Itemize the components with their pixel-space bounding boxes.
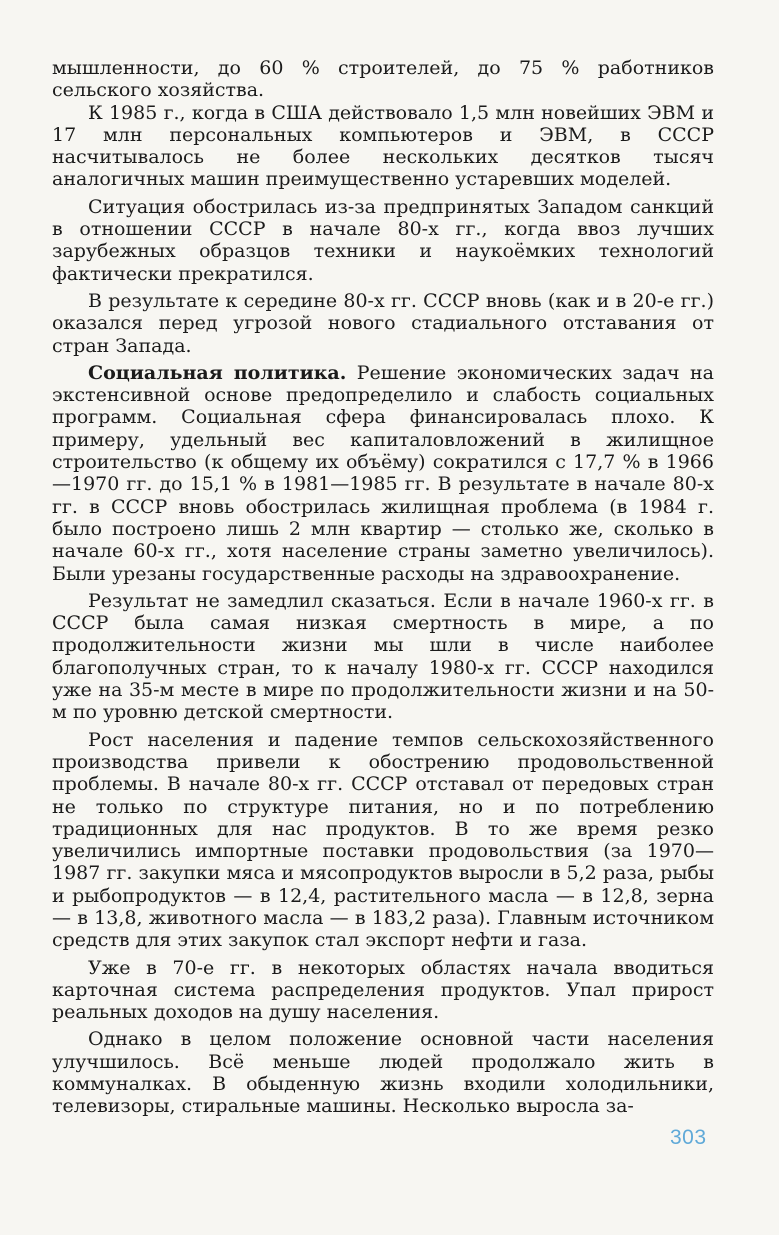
paragraph-social-policy-text: Решение экономических задач на экстенсивной основе предопределило и слабость социальных программ. Социальная сфера финансировалась плохо. К примеру, удельный вес капиталовложений в жилищное строительство (к общему их объёму) сократился с 17,7 % в 1966—1970 гг. до 15,1 % в 1981—1985 гг. В результате в начале 80-х гг. в СССР вновь обострилась жилищная проблема (в 1984 г. было построено лишь 2 млн квартир — столько же, сколько в начале 60-х гг., хотя население страны заметно увеличилось). Были урезаны государственные расходы на здравоохранение. <box>52 361 714 585</box>
paragraph-lag: В результате к середине 80-х гг. СССР вновь (как и в 20-е гг.) оказался перед угрозой нового стадиального отставания от стран Запада. <box>52 289 714 357</box>
page-number: 303 <box>670 1126 707 1149</box>
paragraph-mortality: Результат не замедлил сказаться. Если в начале 1960-х гг. в СССР была самая низкая смертность в мире, а по продолжительности жизни мы шли в числе наиболее благополучных стран, то к началу 1980-х гг. СССР находился уже на 35-м месте в мире по продолжительности жизни и на 50-м по уровню детской смертности. <box>52 589 714 724</box>
paragraph-sanctions: Ситуация обострилась из-за предпринятых Западом санкций в отношении СССР в начале 80-х гг., когда ввоз лучших зарубежных образцов техники и наукоёмких технологий фактически прекратился. <box>52 195 714 285</box>
paragraph-continuation: мышленности, до 60 % строителей, до 75 % работников сельского хозяйства. <box>52 57 714 102</box>
paragraph-food: Рост населения и падение темпов сельскохозяйственного производства привели к обострению продовольственной проблемы. В начале 80-х гг. СССР отставал от передовых стран не только по структуре питания, но и по потреблению традиционных для нас продуктов. В то же время резко увеличились импортные поставки продовольствия (за 1970—1987 гг. закупки мяса и мясопродуктов выросли в 5,2 раза, рыбы и рыбопродуктов — в 12,4, растительного масла — в 12,8, зерна — в 13,8, животного масла — в 183,2 раза). Главным источником средств для этих закупок стал экспорт нефти и газа. <box>52 728 714 952</box>
section-heading-social-policy: Социальная политика. <box>88 361 347 384</box>
paragraph-computers: К 1985 г., когда в США действовало 1,5 млн новейших ЭВМ и 17 млн персональных компьютеров и ЭВМ, в СССР насчитывалось не более нескольких десятков тысяч аналогичных машин преимущественно устаревших моделей. <box>52 101 714 191</box>
paragraph-living-standards: Однако в целом положение основной части населения улучшилось. Всё меньше людей продолжало жить в коммуналках. В обыденную жизнь входили холодильники, телевизоры, стиральные машины. Несколько выросла за- <box>52 1028 714 1118</box>
paragraph-social-policy <box>52 362 714 585</box>
paragraph-rationing: Уже в 70-е гг. в некоторых областях начала вводиться карточная система распределения продуктов. Упал прирост реальных доходов на душу населения. <box>52 956 714 1024</box>
page-body <box>52 57 714 1118</box>
